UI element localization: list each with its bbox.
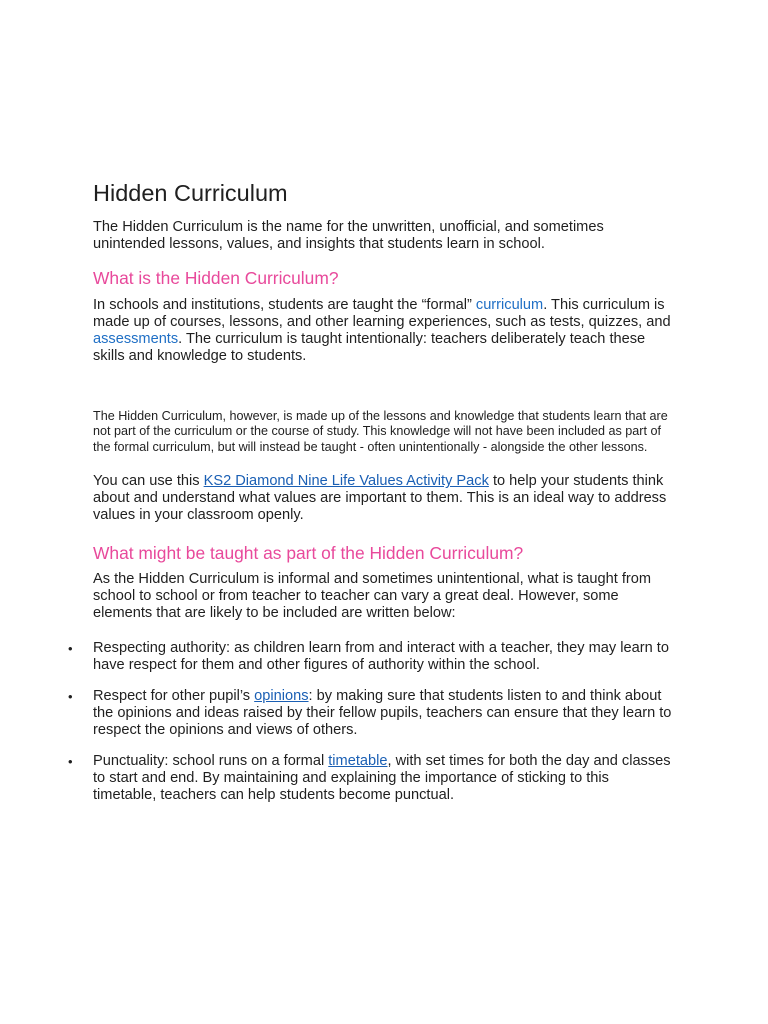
hidden-curriculum-list: [68, 640, 673, 804]
paragraph-text: You can use this: [93, 473, 204, 490]
list-item: [68, 753, 673, 804]
curriculum-link[interactable]: curriculum: [475, 297, 544, 313]
list-item-text: Respecting authority: as children learn from and interact with a teacher, they may learn to have respect for them and other figures of authority within the school.: [93, 640, 669, 674]
list-item-text: Punctuality: school runs on a formal: [93, 753, 329, 770]
section-heading-what-might-be-taught: What might be taught as part of the Hidden Curriculum?: [93, 543, 524, 564]
bullet-icon: •: [68, 754, 73, 770]
list-item-text: Respect for other pupil’s: [93, 688, 255, 705]
timetable-link[interactable]: timetable: [328, 753, 388, 770]
list-item: [68, 688, 673, 739]
formal-curriculum-paragraph: [93, 297, 673, 365]
intro-paragraph: The Hidden Curriculum is the name for the unwritten, unofficial, and sometimes unintended lessons, values, and insights that students learn in school.: [93, 219, 604, 252]
bullet-icon: •: [68, 641, 73, 657]
list-item-text: , with set times for both the day and classes to start and end. By maintaining and explaining the importance of sticking to this timetable, teachers can help students become punctual.: [93, 753, 671, 804]
paragraph-text: . This curriculum is made up of courses, lessons, and other learning experiences, such as tests, quizzes, and: [93, 297, 671, 330]
assessments-link[interactable]: assessments: [93, 331, 179, 347]
hidden-curriculum-paragraph: The Hidden Curriculum, however, is made up of the lessons and knowledge that students learn that are not part of the curriculum or the course of study. This knowledge will not have been included as part of the formal curriculum, but will instead be taught - often unintentionally - alongside the other lessons.: [93, 409, 668, 454]
paragraph-text: In schools and institutions, students are taught the “formal”: [93, 297, 476, 313]
paragraph-text: to help your students think about and understand what values are important to them. This is an ideal way to address values in your classroom openly.: [93, 473, 667, 524]
paragraph-text: . The curriculum is taught intentionally: teachers deliberately teach these skills and knowledge to students.: [93, 331, 646, 364]
bullet-icon: •: [68, 689, 73, 705]
list-item: [68, 640, 673, 674]
page-title: Hidden Curriculum: [93, 180, 288, 206]
hidden-curriculum-intro-paragraph: As the Hidden Curriculum is informal and sometimes unintentional, what is taught from school to school or from teacher to teacher can vary a great deal. However, some elements that are likely to be included are written below:: [93, 571, 652, 622]
activity-pack-link[interactable]: KS2 Diamond Nine Life Values Activity Pack: [203, 473, 489, 490]
activity-pack-paragraph: [93, 473, 673, 524]
list-item-text: : by making sure that students listen to and think about the opinions and ideas raised by their fellow pupils, teachers can ensure that they learn to respect the opinions and views of others.: [93, 688, 672, 739]
opinions-link[interactable]: opinions: [254, 688, 309, 705]
document-page: [68, 176, 673, 804]
section-heading-what-is: What is the Hidden Curriculum?: [93, 268, 339, 288]
